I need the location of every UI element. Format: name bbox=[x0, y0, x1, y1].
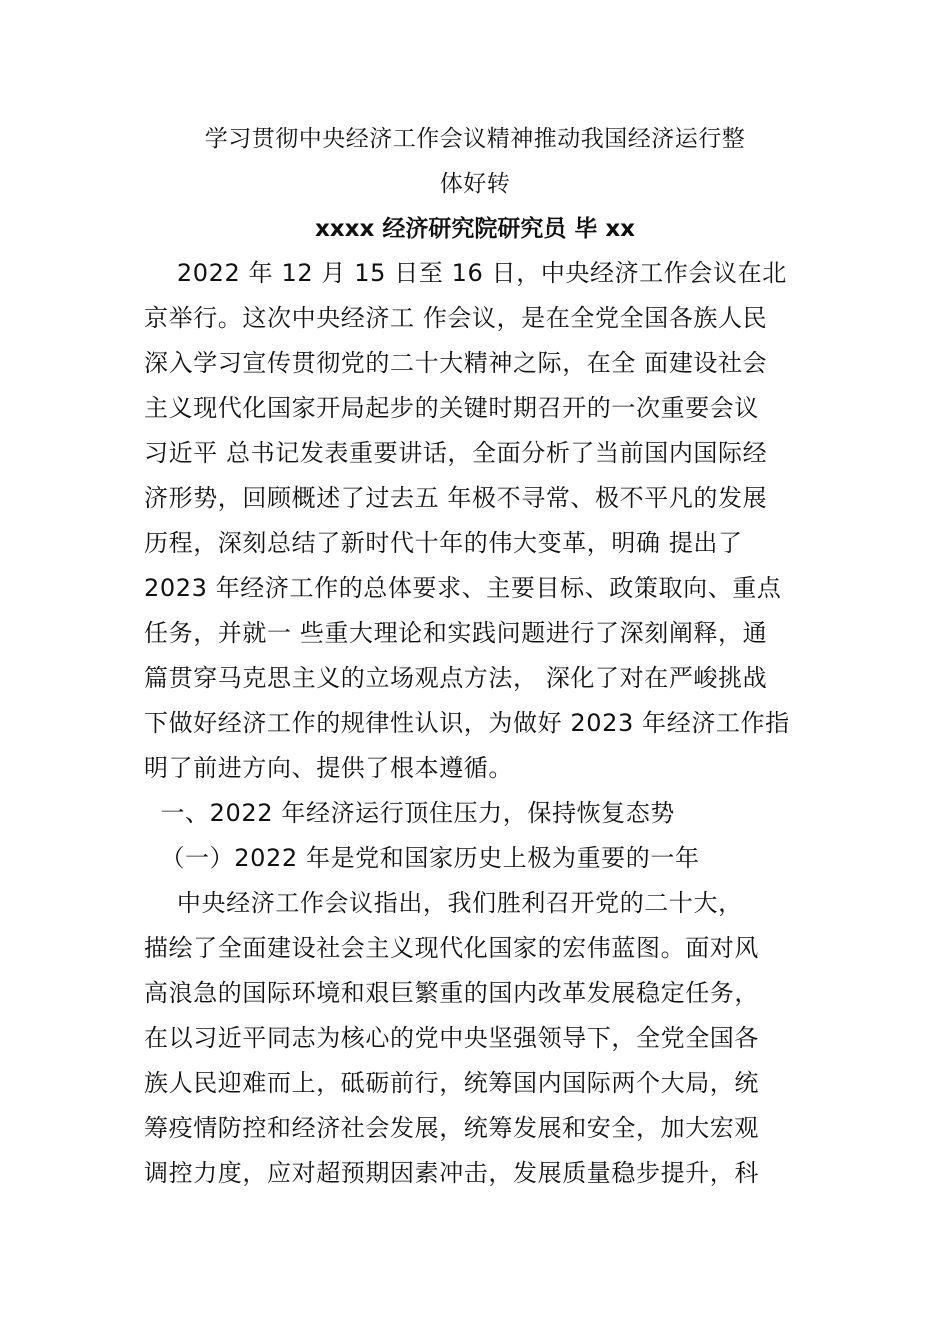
body-line-15: 中央经济工作会议指出，我们胜利召开党的二十大， bbox=[144, 889, 743, 917]
body-line-8: 2023 年经济工作的总体要求、主要目标、政策取向、重点 bbox=[144, 574, 782, 602]
body-line-4: 主义现代化国家开局起步的关键时期召开的一次重要会议 bbox=[144, 394, 759, 422]
body-line-12: 明了前进方向、提供了根本遵循。 bbox=[144, 754, 513, 782]
body-line-16: 描绘了全面建设社会主义现代化国家的宏伟蓝图。面对风 bbox=[144, 934, 759, 962]
section-heading-1: 一、2022 年经济运行顶住压力，保持恢复态势 bbox=[144, 799, 675, 827]
body-line-1: 2022 年 12 月 15 日至 16 日，中央经济工作会议在北 bbox=[144, 259, 787, 287]
body-line-11: 下做好经济工作的规律性认识，为做好 2023 年经济工作指 bbox=[144, 709, 790, 737]
subsection-heading-1: （一）2022 年是党和国家历史上极为重要的一年 bbox=[144, 844, 700, 872]
document-title-line-2: 体好转 bbox=[439, 171, 511, 197]
body-line-6: 济形势，回顾概述了过去五 年极不寻常、极不平凡的发展 bbox=[144, 484, 768, 512]
body-line-20: 筹疫情防控和经济社会发展，统筹发展和安全，加大宏观 bbox=[144, 1114, 759, 1142]
document-title-line-1: 学习贯彻中央经济工作会议精神推动我国经济运行整 bbox=[204, 126, 746, 152]
body-line-5: 习近平 总书记发表重要讲话，全面分析了当前国内国际经 bbox=[144, 439, 768, 467]
body-line-7: 历程，深刻总结了新时代十年的伟大变革，明确 提出了 bbox=[144, 529, 743, 557]
body-line-17: 高浪急的国际环境和艰巨繁重的国内改革发展稳定任务， bbox=[144, 979, 759, 1007]
body-line-9: 任务，并就一 些重大理论和实践问题进行了深刻阐释，通 bbox=[144, 619, 768, 647]
body-line-18: 在以习近平同志为核心的党中央坚强领导下，全党全国各 bbox=[144, 1024, 759, 1052]
body-line-19: 族人民迎难而上，砥砺前行，统筹国内国际两个大局，统 bbox=[144, 1069, 759, 1097]
body-line-3: 深入学习宣传贯彻党的二十大精神之际，在全 面建设社会 bbox=[144, 349, 768, 377]
author-line: xxxx 经济研究院研究员 毕 xx bbox=[314, 216, 636, 242]
body-line-10: 篇贯穿马克思主义的立场观点方法， 深化了对在严峻挑战 bbox=[144, 664, 768, 692]
body-line-21: 调控力度，应对超预期因素冲击，发展质量稳步提升，科 bbox=[144, 1159, 759, 1187]
body-line-2: 京举行。这次中央经济工 作会议，是在全党全国各族人民 bbox=[144, 304, 768, 332]
